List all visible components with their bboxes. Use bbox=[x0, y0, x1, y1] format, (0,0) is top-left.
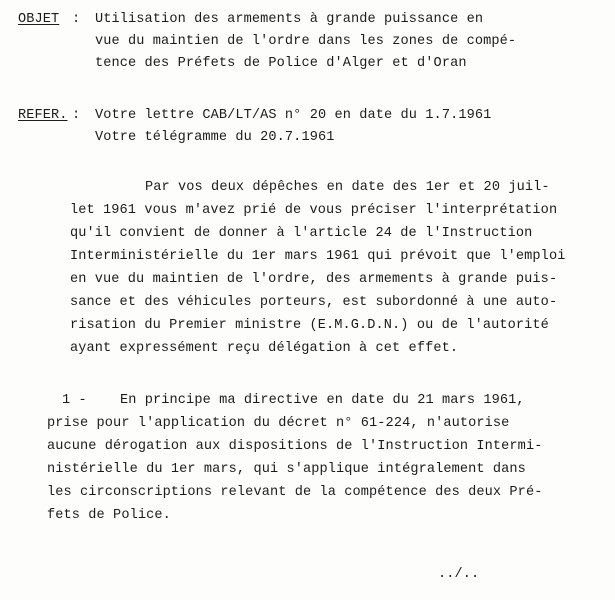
paragraph-2-line: les circonscriptions relevant de la compétence des deux Pré- bbox=[47, 485, 543, 500]
paragraph-1-line: Interministérielle du 1er mars 1961 qui prévoit que l'emploi bbox=[70, 249, 566, 264]
paragraph-1-line: ayant expressément reçu délégation à cet effet. bbox=[70, 341, 459, 356]
paragraph-1-line: risation du Premier ministre (E.M.G.D.N.) ou de l'autorité bbox=[70, 318, 549, 333]
paragraph-1-line: en vue du maintien de l'ordre, des armements à grande puis- bbox=[70, 272, 558, 287]
paragraph-1-line: Par vos deux dépêches en date des 1er et 20 juil- bbox=[145, 180, 550, 195]
objet-line-2: vue du maintien de l'ordre dans les zones de compé- bbox=[95, 34, 517, 49]
paragraph-1-line: let 1961 vous m'avez prié de vous préciser l'interprétation bbox=[70, 203, 558, 218]
objet-line-1: Utilisation des armements à grande puissance en bbox=[95, 12, 484, 27]
refer-colon: : bbox=[72, 108, 81, 123]
paragraph-2-line: prise pour l'application du décret n° 61-224, n'autorise bbox=[47, 416, 510, 431]
paragraph-2-number: 1 - bbox=[62, 393, 87, 408]
paragraph-2-line: aucune dérogation aux dispositions de l'Instruction Intermi- bbox=[47, 439, 543, 454]
paragraph-2-line: nistérielle du 1er mars, qui s'applique intégralement dans bbox=[47, 462, 526, 477]
paragraph-2-line: En principe ma directive en date du 21 mars 1961, bbox=[120, 393, 525, 408]
page-continuation-mark: ../.. bbox=[438, 567, 480, 582]
objet-label: OBJET bbox=[18, 12, 60, 27]
refer-label: REFER. bbox=[18, 108, 68, 123]
objet-line-3: tence des Préfets de Police d'Alger et d'Oran bbox=[95, 56, 467, 71]
refer-line-1: Votre lettre CAB/LT/AS n° 20 en date du 1.7.1961 bbox=[95, 108, 492, 123]
paragraph-1-line: sance et des véhicules porteurs, est subordonné à une auto- bbox=[70, 295, 558, 310]
paragraph-1-line: qu'il convient de donner à l'article 24 de l'Instruction bbox=[70, 226, 533, 241]
objet-colon: : bbox=[72, 12, 81, 27]
paragraph-2-line: fets de Police. bbox=[47, 508, 171, 523]
refer-line-2: Votre télégramme du 20.7.1961 bbox=[95, 130, 335, 145]
